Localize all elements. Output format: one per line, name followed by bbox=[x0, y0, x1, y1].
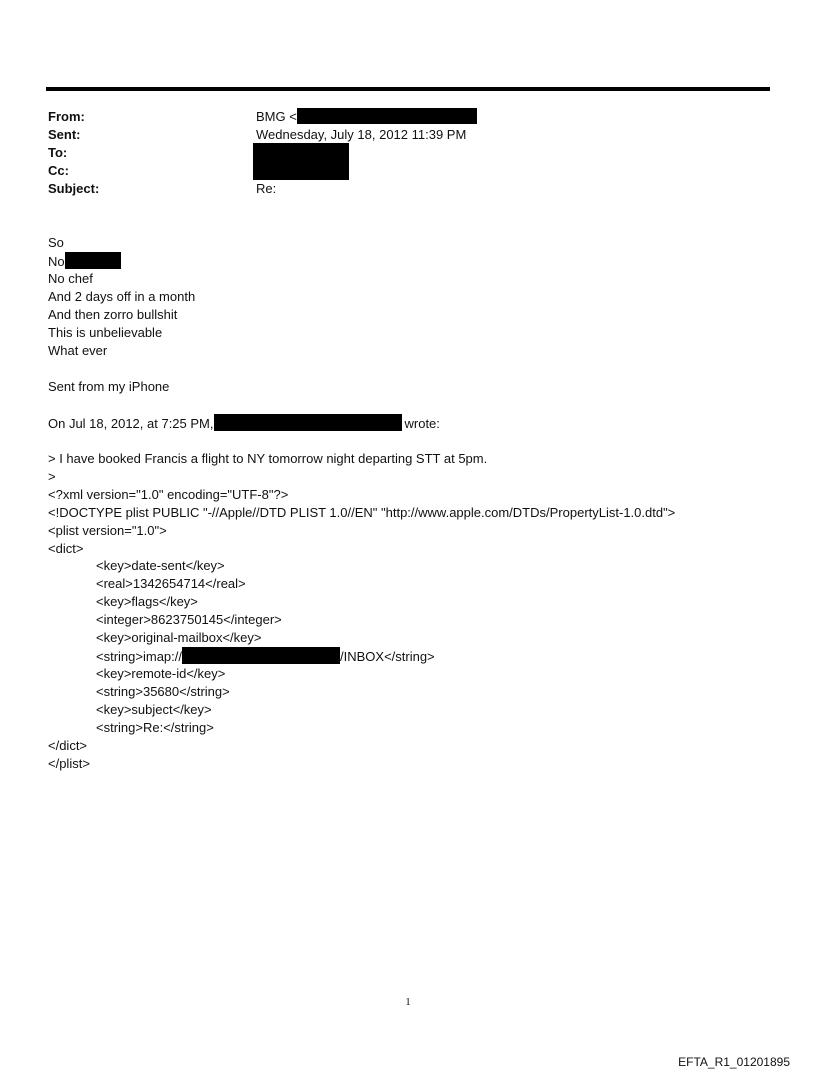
subject-value: Re: bbox=[256, 181, 277, 196]
doctype-line: <!DOCTYPE plist PUBLIC "-//Apple//DTD PLIST 1.0//EN" "http://www.apple.com/DTDs/PropertyList-1.0.dtd"> bbox=[48, 505, 676, 520]
redaction-box bbox=[65, 252, 121, 269]
plist-entry: <key>original-mailbox</key> bbox=[96, 630, 262, 645]
redaction-box bbox=[214, 414, 402, 431]
message-line: What ever bbox=[48, 343, 108, 358]
message-line bbox=[48, 252, 121, 271]
plist-entry: <integer>8623750145</integer> bbox=[96, 612, 282, 627]
from-name: BMG < bbox=[256, 109, 297, 124]
message-line: So bbox=[48, 235, 64, 250]
message-line: And then zorro bullshit bbox=[48, 307, 178, 322]
imap-prefix: <string>imap:// bbox=[96, 649, 182, 664]
plist-close: </plist> bbox=[48, 756, 90, 771]
dict-open: <dict> bbox=[48, 541, 84, 556]
redaction-box bbox=[297, 108, 477, 124]
dict-close: </dict> bbox=[48, 738, 88, 753]
quote-intro bbox=[48, 414, 440, 433]
quote-intro-after: wrote: bbox=[404, 416, 440, 431]
plist-entry: <string>35680</string> bbox=[96, 684, 230, 699]
message-line-text: No bbox=[48, 254, 65, 269]
quote-marker: > bbox=[48, 469, 56, 484]
message-line: No chef bbox=[48, 271, 93, 286]
plist-entry: <key>flags</key> bbox=[96, 594, 198, 609]
plist-entry: <key>date-sent</key> bbox=[96, 558, 225, 573]
plist-entry: <string>Re:</string> bbox=[96, 720, 214, 735]
sent-label: Sent: bbox=[48, 127, 81, 142]
quote-intro-before: On Jul 18, 2012, at 7:25 PM, bbox=[48, 416, 214, 431]
redaction-box bbox=[182, 647, 340, 664]
signature: Sent from my iPhone bbox=[48, 379, 170, 394]
plist-entry: <key>subject</key> bbox=[96, 702, 212, 717]
to-label: To: bbox=[48, 145, 68, 160]
plist-open: <plist version="1.0"> bbox=[48, 523, 167, 538]
from-value bbox=[256, 108, 477, 126]
message-line: And 2 days off in a month bbox=[48, 289, 196, 304]
message-line: This is unbelievable bbox=[48, 325, 163, 340]
plist-entry: <real>1342654714</real> bbox=[96, 576, 246, 591]
plist-entry: <key>remote-id</key> bbox=[96, 666, 226, 681]
document-id: EFTA_R1_01201895 bbox=[678, 1055, 790, 1069]
cc-label: Cc: bbox=[48, 163, 69, 178]
quoted-line: > I have booked Francis a flight to NY tomorrow night departing STT at 5pm. bbox=[48, 451, 488, 466]
from-label: From: bbox=[48, 109, 85, 124]
xml-declaration: <?xml version="1.0" encoding="UTF-8"?> bbox=[48, 487, 289, 502]
page-number: 1 bbox=[405, 996, 411, 1008]
imap-suffix: /INBOX</string> bbox=[340, 649, 435, 664]
header-rule bbox=[46, 87, 770, 91]
subject-label: Subject: bbox=[48, 181, 100, 196]
plist-entry-imap bbox=[96, 647, 435, 666]
sent-value: Wednesday, July 18, 2012 11:39 PM bbox=[256, 127, 467, 142]
redaction-box bbox=[253, 143, 349, 180]
